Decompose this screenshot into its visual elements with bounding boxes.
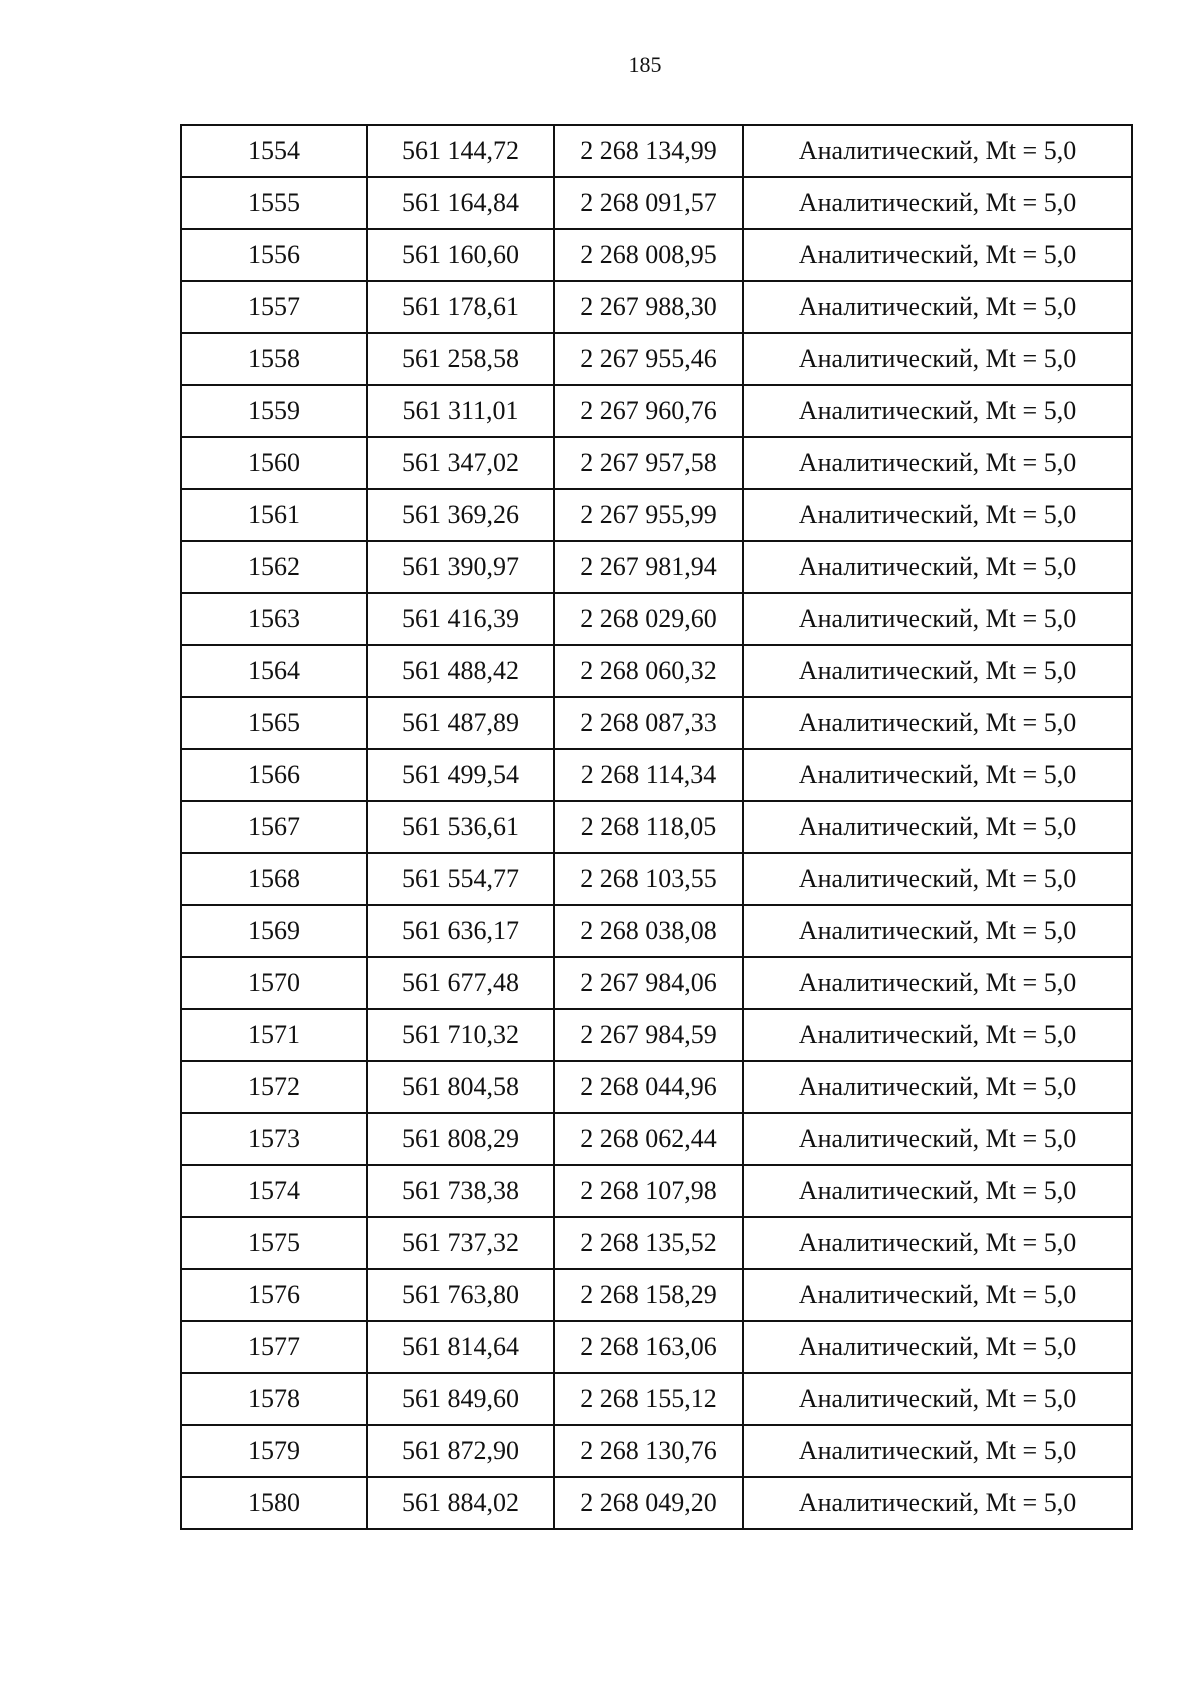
x-coordinate-cell: 561 804,58 xyxy=(367,1061,554,1113)
x-coordinate-cell: 561 677,48 xyxy=(367,957,554,1009)
method-cell: Аналитический, Mt = 5,0 xyxy=(743,541,1132,593)
point-number-cell: 1557 xyxy=(181,281,367,333)
y-coordinate-cell: 2 267 984,06 xyxy=(554,957,743,1009)
method-cell: Аналитический, Mt = 5,0 xyxy=(743,957,1132,1009)
point-number-cell: 1575 xyxy=(181,1217,367,1269)
table-row xyxy=(181,1009,1132,1061)
method-cell: Аналитический, Mt = 5,0 xyxy=(743,125,1132,177)
x-coordinate-cell: 561 258,58 xyxy=(367,333,554,385)
point-number-cell: 1561 xyxy=(181,489,367,541)
y-coordinate-cell: 2 267 988,30 xyxy=(554,281,743,333)
table-row xyxy=(181,1165,1132,1217)
x-coordinate-cell: 561 311,01 xyxy=(367,385,554,437)
point-number-cell: 1567 xyxy=(181,801,367,853)
point-number-cell: 1564 xyxy=(181,645,367,697)
table-row xyxy=(181,541,1132,593)
table-row xyxy=(181,1061,1132,1113)
y-coordinate-cell: 2 268 158,29 xyxy=(554,1269,743,1321)
point-number-cell: 1566 xyxy=(181,749,367,801)
y-coordinate-cell: 2 268 114,34 xyxy=(554,749,743,801)
method-cell: Аналитический, Mt = 5,0 xyxy=(743,333,1132,385)
y-coordinate-cell: 2 268 044,96 xyxy=(554,1061,743,1113)
table-row xyxy=(181,645,1132,697)
y-coordinate-cell: 2 267 955,46 xyxy=(554,333,743,385)
x-coordinate-cell: 561 738,38 xyxy=(367,1165,554,1217)
y-coordinate-cell: 2 268 107,98 xyxy=(554,1165,743,1217)
x-coordinate-cell: 561 416,39 xyxy=(367,593,554,645)
method-cell: Аналитический, Mt = 5,0 xyxy=(743,697,1132,749)
y-coordinate-cell: 2 268 029,60 xyxy=(554,593,743,645)
table-row xyxy=(181,1373,1132,1425)
table-row xyxy=(181,801,1132,853)
y-coordinate-cell: 2 268 062,44 xyxy=(554,1113,743,1165)
table-row xyxy=(181,177,1132,229)
x-coordinate-cell: 561 488,42 xyxy=(367,645,554,697)
method-cell: Аналитический, Mt = 5,0 xyxy=(743,489,1132,541)
point-number-cell: 1574 xyxy=(181,1165,367,1217)
x-coordinate-cell: 561 144,72 xyxy=(367,125,554,177)
x-coordinate-cell: 561 710,32 xyxy=(367,1009,554,1061)
point-number-cell: 1572 xyxy=(181,1061,367,1113)
table-row xyxy=(181,1269,1132,1321)
page-number: 185 xyxy=(628,52,662,77)
table-row xyxy=(181,489,1132,541)
point-number-cell: 1570 xyxy=(181,957,367,1009)
y-coordinate-cell: 2 268 134,99 xyxy=(554,125,743,177)
method-cell: Аналитический, Mt = 5,0 xyxy=(743,1217,1132,1269)
y-coordinate-cell: 2 268 130,76 xyxy=(554,1425,743,1477)
table-row xyxy=(181,697,1132,749)
table-row xyxy=(181,125,1132,177)
method-cell: Аналитический, Mt = 5,0 xyxy=(743,1061,1132,1113)
point-number-cell: 1578 xyxy=(181,1373,367,1425)
point-number-cell: 1559 xyxy=(181,385,367,437)
point-number-cell: 1569 xyxy=(181,905,367,957)
point-number-cell: 1562 xyxy=(181,541,367,593)
method-cell: Аналитический, Mt = 5,0 xyxy=(743,177,1132,229)
point-number-cell: 1555 xyxy=(181,177,367,229)
y-coordinate-cell: 2 267 957,58 xyxy=(554,437,743,489)
table-row xyxy=(181,1425,1132,1477)
y-coordinate-cell: 2 267 981,94 xyxy=(554,541,743,593)
table-row xyxy=(181,749,1132,801)
method-cell: Аналитический, Mt = 5,0 xyxy=(743,385,1132,437)
table-row xyxy=(181,593,1132,645)
method-cell: Аналитический, Mt = 5,0 xyxy=(743,645,1132,697)
x-coordinate-cell: 561 160,60 xyxy=(367,229,554,281)
method-cell: Аналитический, Mt = 5,0 xyxy=(743,1269,1132,1321)
coordinates-table xyxy=(180,124,1133,1530)
method-cell: Аналитический, Mt = 5,0 xyxy=(743,905,1132,957)
y-coordinate-cell: 2 267 955,99 xyxy=(554,489,743,541)
y-coordinate-cell: 2 268 135,52 xyxy=(554,1217,743,1269)
table-row xyxy=(181,1321,1132,1373)
point-number-cell: 1565 xyxy=(181,697,367,749)
x-coordinate-cell: 561 808,29 xyxy=(367,1113,554,1165)
y-coordinate-cell: 2 268 118,05 xyxy=(554,801,743,853)
point-number-cell: 1577 xyxy=(181,1321,367,1373)
point-number-cell: 1571 xyxy=(181,1009,367,1061)
x-coordinate-cell: 561 347,02 xyxy=(367,437,554,489)
y-coordinate-cell: 2 268 008,95 xyxy=(554,229,743,281)
x-coordinate-cell: 561 872,90 xyxy=(367,1425,554,1477)
y-coordinate-cell: 2 268 087,33 xyxy=(554,697,743,749)
table-row xyxy=(181,229,1132,281)
y-coordinate-cell: 2 268 155,12 xyxy=(554,1373,743,1425)
x-coordinate-cell: 561 884,02 xyxy=(367,1477,554,1529)
x-coordinate-cell: 561 487,89 xyxy=(367,697,554,749)
coordinates-table-body xyxy=(181,125,1132,1529)
x-coordinate-cell: 561 369,26 xyxy=(367,489,554,541)
point-number-cell: 1580 xyxy=(181,1477,367,1529)
method-cell: Аналитический, Mt = 5,0 xyxy=(743,853,1132,905)
y-coordinate-cell: 2 268 049,20 xyxy=(554,1477,743,1529)
table-row xyxy=(181,385,1132,437)
table-row xyxy=(181,957,1132,1009)
x-coordinate-cell: 561 164,84 xyxy=(367,177,554,229)
table-row xyxy=(181,1113,1132,1165)
x-coordinate-cell: 561 554,77 xyxy=(367,853,554,905)
y-coordinate-cell: 2 268 163,06 xyxy=(554,1321,743,1373)
x-coordinate-cell: 561 178,61 xyxy=(367,281,554,333)
x-coordinate-cell: 561 390,97 xyxy=(367,541,554,593)
x-coordinate-cell: 561 536,61 xyxy=(367,801,554,853)
method-cell: Аналитический, Mt = 5,0 xyxy=(743,1425,1132,1477)
x-coordinate-cell: 561 849,60 xyxy=(367,1373,554,1425)
y-coordinate-cell: 2 268 038,08 xyxy=(554,905,743,957)
x-coordinate-cell: 561 499,54 xyxy=(367,749,554,801)
point-number-cell: 1579 xyxy=(181,1425,367,1477)
x-coordinate-cell: 561 636,17 xyxy=(367,905,554,957)
table-row xyxy=(181,1477,1132,1529)
method-cell: Аналитический, Mt = 5,0 xyxy=(743,1321,1132,1373)
x-coordinate-cell: 561 814,64 xyxy=(367,1321,554,1373)
point-number-cell: 1554 xyxy=(181,125,367,177)
method-cell: Аналитический, Mt = 5,0 xyxy=(743,437,1132,489)
y-coordinate-cell: 2 268 060,32 xyxy=(554,645,743,697)
method-cell: Аналитический, Mt = 5,0 xyxy=(743,593,1132,645)
point-number-cell: 1556 xyxy=(181,229,367,281)
x-coordinate-cell: 561 737,32 xyxy=(367,1217,554,1269)
point-number-cell: 1573 xyxy=(181,1113,367,1165)
y-coordinate-cell: 2 267 960,76 xyxy=(554,385,743,437)
point-number-cell: 1563 xyxy=(181,593,367,645)
y-coordinate-cell: 2 268 091,57 xyxy=(554,177,743,229)
point-number-cell: 1560 xyxy=(181,437,367,489)
table-row xyxy=(181,1217,1132,1269)
y-coordinate-cell: 2 267 984,59 xyxy=(554,1009,743,1061)
method-cell: Аналитический, Mt = 5,0 xyxy=(743,1165,1132,1217)
method-cell: Аналитический, Mt = 5,0 xyxy=(743,281,1132,333)
y-coordinate-cell: 2 268 103,55 xyxy=(554,853,743,905)
method-cell: Аналитический, Mt = 5,0 xyxy=(743,801,1132,853)
table-row xyxy=(181,281,1132,333)
table-row xyxy=(181,853,1132,905)
point-number-cell: 1576 xyxy=(181,1269,367,1321)
x-coordinate-cell: 561 763,80 xyxy=(367,1269,554,1321)
method-cell: Аналитический, Mt = 5,0 xyxy=(743,1113,1132,1165)
table-row xyxy=(181,437,1132,489)
method-cell: Аналитический, Mt = 5,0 xyxy=(743,229,1132,281)
table-row xyxy=(181,905,1132,957)
method-cell: Аналитический, Mt = 5,0 xyxy=(743,1009,1132,1061)
point-number-cell: 1568 xyxy=(181,853,367,905)
method-cell: Аналитический, Mt = 5,0 xyxy=(743,1373,1132,1425)
table-row xyxy=(181,333,1132,385)
point-number-cell: 1558 xyxy=(181,333,367,385)
method-cell: Аналитический, Mt = 5,0 xyxy=(743,1477,1132,1529)
method-cell: Аналитический, Mt = 5,0 xyxy=(743,749,1132,801)
